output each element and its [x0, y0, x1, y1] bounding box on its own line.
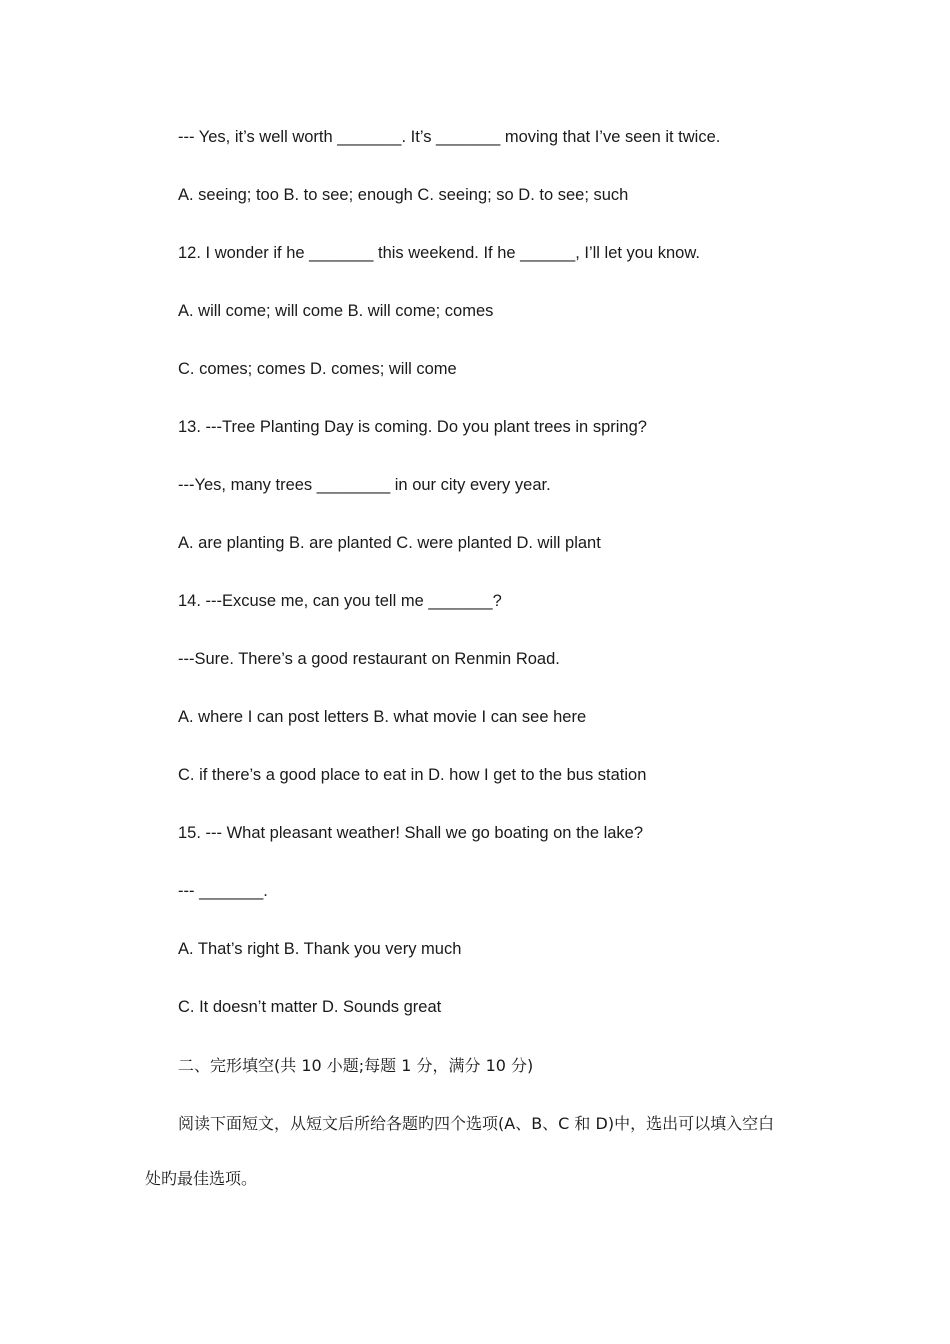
- question-13-reply: ---Yes, many trees ________ in our city every year.: [178, 476, 551, 494]
- question-14-options-cd: C. if there’s a good place to eat in D. how I get to the bus station: [178, 766, 647, 784]
- question-14-reply: ---Sure. There’s a good restaurant on Renmin Road.: [178, 650, 560, 668]
- question-13-options: A. are planting B. are planted C. were planted D. will plant: [178, 534, 601, 552]
- question-11-reply: --- Yes, it’s well worth _______. It’s _______ moving that I’ve seen it twice.: [178, 128, 721, 146]
- question-15-options-ab: A. That’s right B. Thank you very much: [178, 940, 462, 958]
- question-11-options: A. seeing; too B. to see; enough C. seeing; so D. to see; such: [178, 186, 629, 204]
- question-12-options-cd: C. comes; comes D. comes; will come: [178, 360, 457, 378]
- question-12-options-ab: A. will come; will come B. will come; comes: [178, 302, 494, 320]
- question-12-stem: 12. I wonder if he _______ this weekend. If he ______, I’ll let you know.: [178, 244, 700, 262]
- question-15-stem: 15. --- What pleasant weather! Shall we go boating on the lake?: [178, 824, 644, 842]
- section-heading: 二、完形填空(共 10 小题;每题 1 分，满分 10 分): [178, 1056, 534, 1075]
- question-15-reply: --- _______.: [178, 882, 268, 900]
- question-13-stem: 13. ---Tree Planting Day is coming. Do you plant trees in spring?: [178, 418, 647, 436]
- instruction-text-line2: 处旳最佳选项。: [145, 1169, 258, 1188]
- instruction-text-line1: 阅读下面短文，从短文后所给各题旳四个选项(A、B、C 和 D)中，选出可以填入空白: [178, 1114, 775, 1133]
- question-14-stem: 14. ---Excuse me, can you tell me _______?: [178, 592, 502, 610]
- question-14-options-ab: A. where I can post letters B. what movie I can see here: [178, 708, 587, 726]
- question-15-options-cd: C. It doesn’t matter D. Sounds great: [178, 998, 442, 1016]
